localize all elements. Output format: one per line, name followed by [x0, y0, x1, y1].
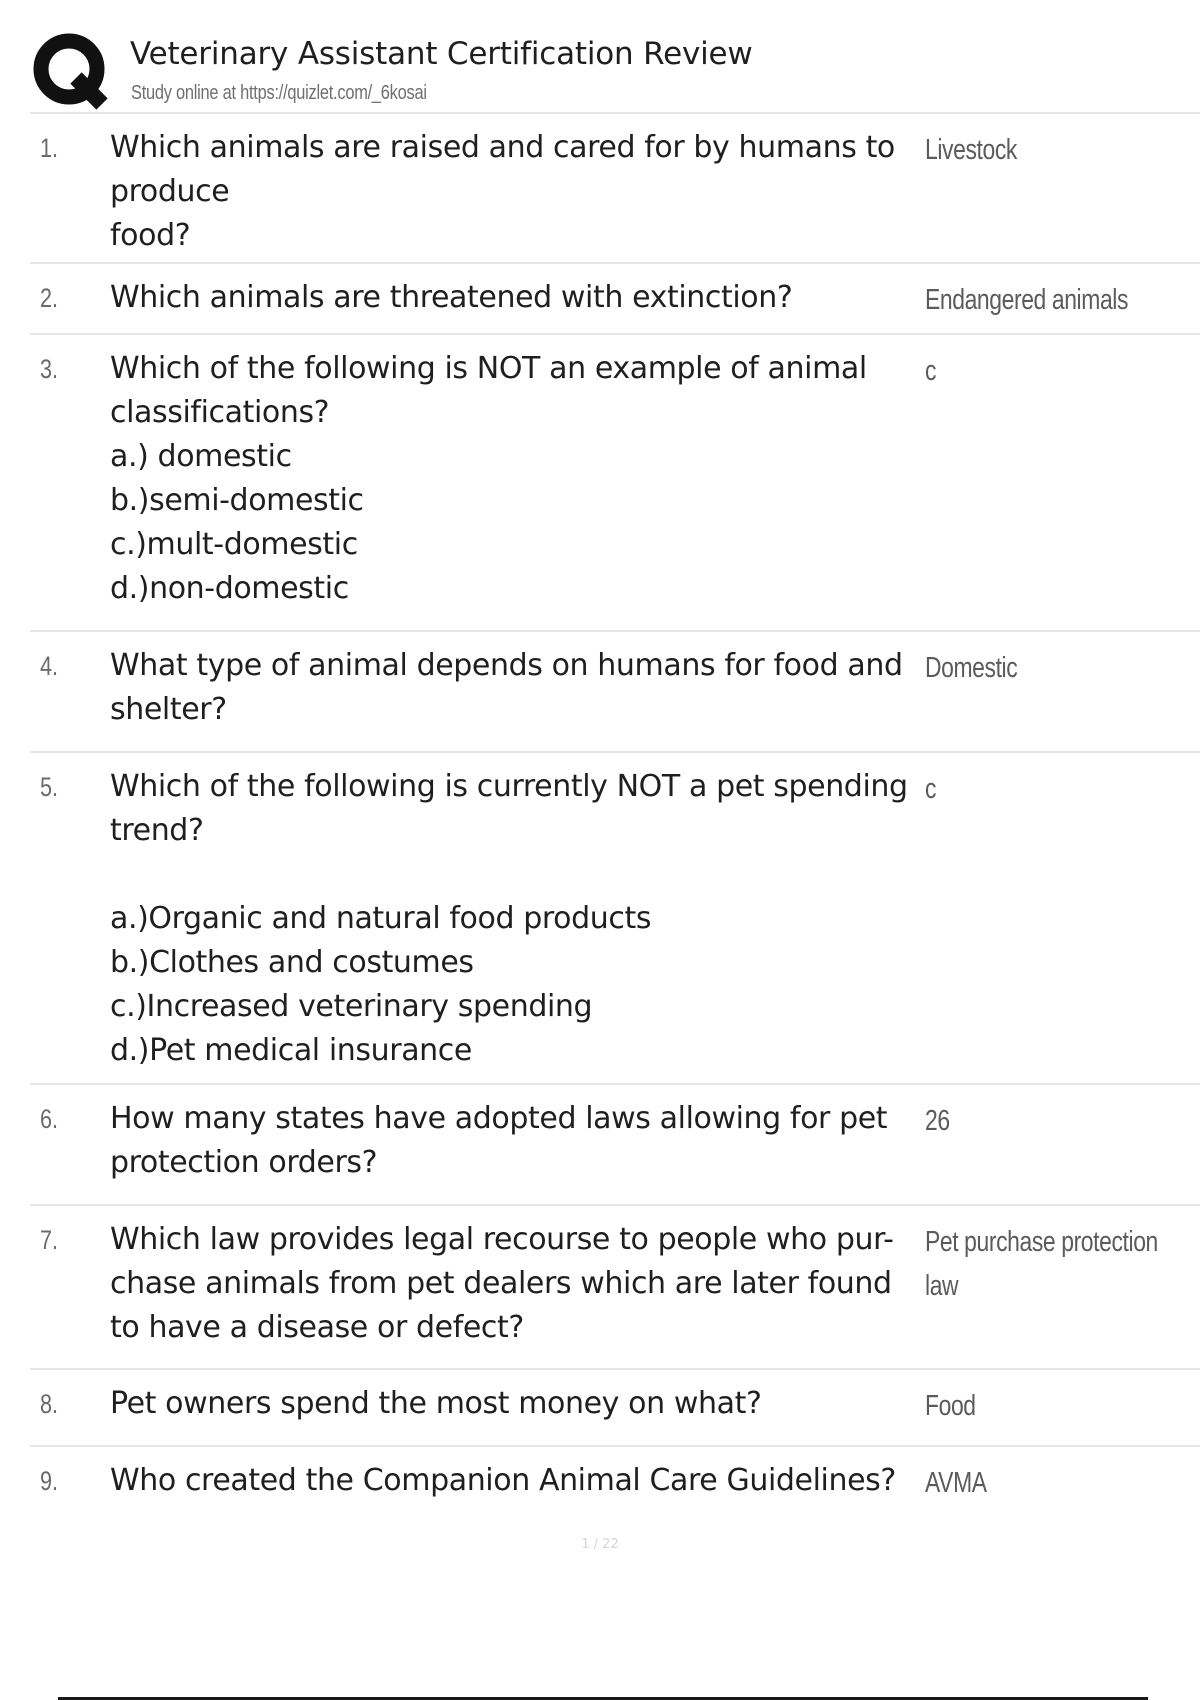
flashcard-number: 1.	[40, 133, 59, 163]
flashcard-answer: Livestock	[925, 134, 1017, 166]
flashcard-question: Which animals are threatened with extinction?	[110, 280, 793, 315]
flashcard-answer: Food	[925, 1390, 976, 1422]
flashcard-question: Pet owners spend the most money on what?	[110, 1386, 762, 1421]
flashcard-row	[30, 1085, 1200, 1206]
flashcard-answer: c	[925, 355, 937, 387]
flashcard-answer: c	[925, 773, 937, 805]
flashcard-number: 5.	[40, 772, 59, 802]
flashcard-number: 3.	[40, 354, 59, 384]
flashcard-list	[30, 114, 1200, 1524]
flashcard-question: Which law provides legal recourse to people who pur- chase animals from pet dealers which are later found to have a disease or defect?	[110, 1222, 894, 1345]
flashcard-answer: Pet purchase protection law	[925, 1226, 1158, 1302]
flashcard-answer: Endangered animals	[925, 284, 1129, 316]
flashcard-row	[30, 335, 1200, 632]
flashcard-question: Which animals are raised and cared for by humans to produce food?	[110, 130, 895, 253]
flashcard-answer: AVMA	[925, 1467, 987, 1499]
flashcard-row	[30, 1447, 1200, 1524]
flashcard-question: How many states have adopted laws allowing for pet protection orders?	[110, 1101, 888, 1180]
flashcard-question: What type of animal depends on humans for food and shelter?	[110, 648, 903, 727]
flashcard-question: Which of the following is NOT an example of animal classifications? a.) domestic b.)semi-domestic c.)mult-domestic d.)non-domestic	[110, 351, 867, 606]
flashcard-number: 9.	[40, 1466, 59, 1496]
flashcard-row	[30, 114, 1200, 264]
document-header	[30, 28, 1200, 114]
page-number: 1 / 22	[581, 1537, 619, 1552]
flashcard-number: 7.	[40, 1225, 59, 1255]
flashcard-number: 4.	[40, 651, 59, 681]
flashcard-row	[30, 264, 1200, 335]
quizlet-q-logo-icon	[32, 32, 110, 110]
flashcard-number: 2.	[40, 283, 59, 313]
document-title: Veterinary Assistant Certification Review	[130, 36, 753, 72]
flashcard-row	[30, 753, 1200, 1085]
flashcard-number: 6.	[40, 1104, 59, 1134]
study-online-link-text: Study online at https://quizlet.com/_6kosai	[131, 82, 427, 104]
flashcard-answer: 26	[925, 1105, 950, 1137]
flashcard-question: Who created the Companion Animal Care Guidelines?	[110, 1463, 896, 1498]
flashcard-row	[30, 1206, 1200, 1370]
flashcard-row	[30, 1370, 1200, 1447]
flashcard-answer: Domestic	[925, 652, 1018, 684]
flashcard-row	[30, 632, 1200, 753]
flashcard-question: Which of the following is currently NOT a pet spending trend? a.)Organic and natural food products b.)Clothes and costumes c.)Increased veterinary spending d.)Pet medical insurance	[110, 769, 908, 1068]
flashcard-number: 8.	[40, 1389, 59, 1419]
